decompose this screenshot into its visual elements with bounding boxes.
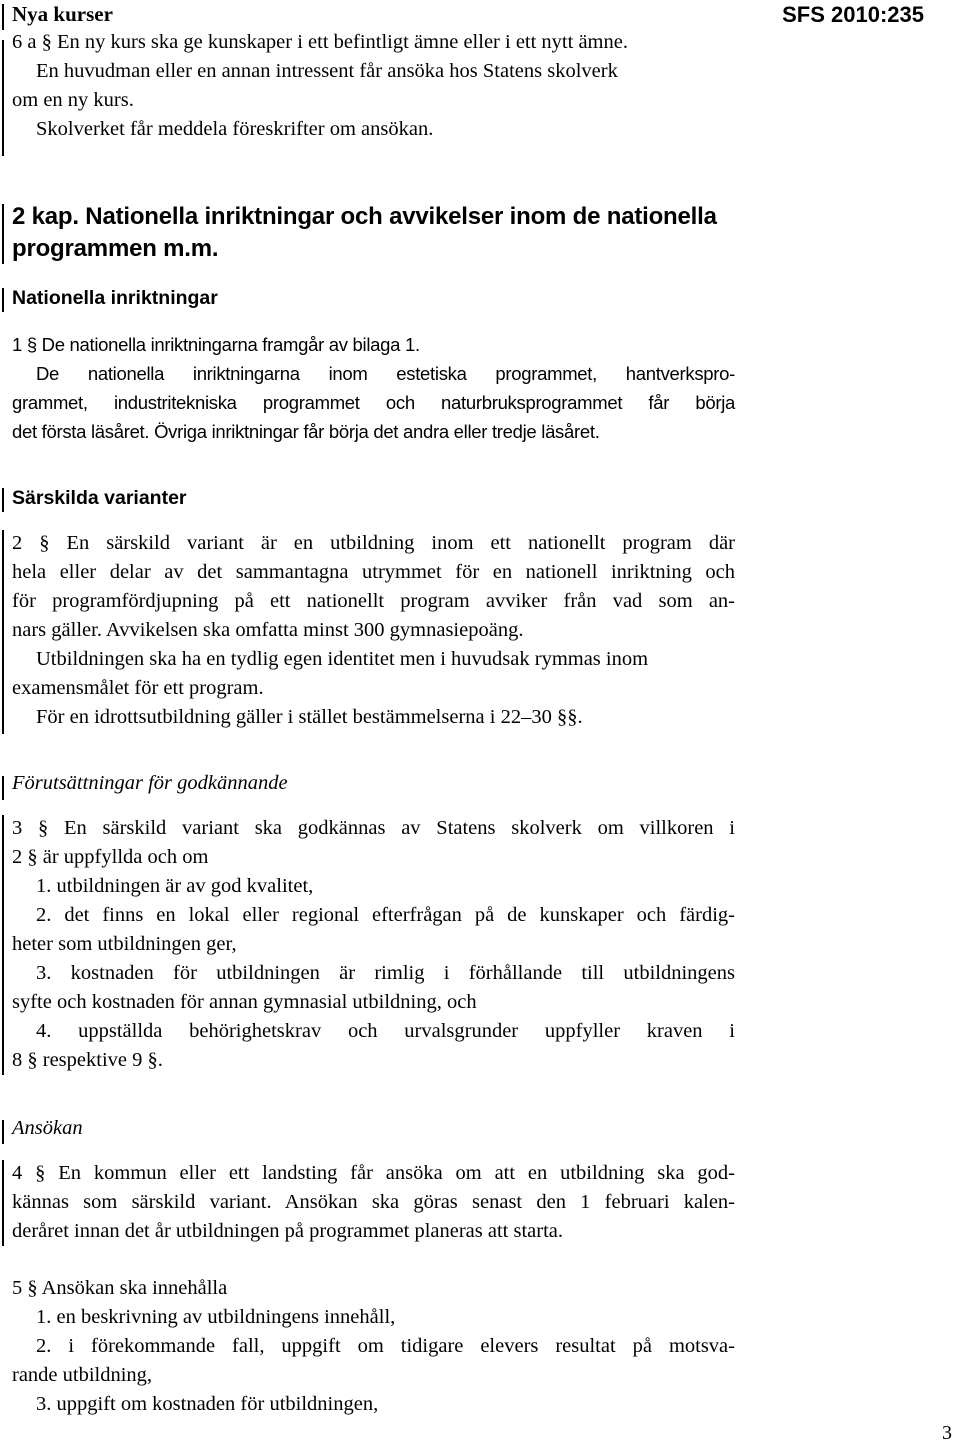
section-heading: Ansökan [12, 1117, 83, 1139]
section-2-line: examensmålet för ett program. [12, 677, 264, 699]
section-1-line: grammet, industritekniska programmet och naturbruksprogrammet får börja [12, 392, 735, 413]
section-5-line: 5 § Ansökan ska innehålla [12, 1277, 228, 1299]
section-1-line: De nationella inriktningarna inom estetiska programmet, hantverkspro- [36, 363, 735, 384]
section-1-line: det första läsåret. Övriga inriktningar får börja det andra eller tredje läsåret. [12, 421, 600, 442]
section-1-line: 1 § De nationella inriktningarna framgår av bilaga 1. [12, 334, 420, 355]
section-4-line: deråret innan det år utbildningen på programmet planeras att starta. [12, 1220, 564, 1242]
chapter-heading: programmen m.m. [12, 235, 219, 262]
section-3-list-item: 8 § respektive 9 §. [12, 1049, 163, 1071]
section-5-list-item: 1. en beskrivning av utbildningens innehåll, [36, 1306, 396, 1328]
section-2-line: för programfördjupning på ett nationellt program avviker från vad som an- [12, 590, 735, 612]
section-4-line: 4 § En kommun eller ett landsting får ansöka om att en utbildning ska god- [12, 1162, 735, 1184]
section-6a-line: Skolverket får meddela föreskrifter om ansökan. [36, 118, 434, 140]
change-bar [2, 288, 4, 312]
change-bar [2, 1160, 4, 1246]
section-2-line: hela eller delar av det sammantagna utrymmet för en nationell inriktning och [12, 561, 735, 583]
section-5-list-item: 2. i förekommande fall, uppgift om tidigare elevers resultat på motsva- [36, 1335, 735, 1357]
change-bar [2, 204, 4, 264]
section-heading: Särskilda varianter [12, 487, 187, 509]
section-3-list-item: syfte och kostnaden för annan gymnasial utbildning, och [12, 991, 477, 1013]
section-4-line: kännas som särskild variant. Ansökan ska göras senast den 1 februari kalen- [12, 1191, 735, 1213]
section-2-line: För en idrottsutbildning gäller i stället bestämmelserna i 22–30 §§. [36, 706, 583, 728]
section-heading: Förutsättningar för godkännande [12, 772, 288, 794]
section-6a-line: En huvudman eller en annan intressent får ansöka hos Statens skolverk [36, 60, 618, 82]
change-bar [2, 776, 4, 800]
section-3-list-item: 4. uppställda behörighetskrav och urvalsgrunder uppfyller kraven i [36, 1020, 735, 1042]
section-2-line: nars gäller. Avvikelsen ska omfatta minst 300 gymnasiepoäng. [12, 619, 524, 641]
section-2-line: 2 § En särskild variant är en utbildning inom ett nationellt program där [12, 532, 735, 554]
section-3-line: 2 § är uppfyllda och om [12, 846, 209, 868]
section-3-list-item: 2. det finns en lokal eller regional efterfrågan på de kunskaper och färdig- [36, 904, 735, 926]
running-header-title: Nya kurser [12, 2, 113, 26]
section-2-line: Utbildningen ska ha en tydlig egen identitet men i huvudsak rymmas inom [36, 648, 649, 670]
section-3-list-item: 1. utbildningen är av god kvalitet, [36, 875, 314, 897]
section-6a-line: om en ny kurs. [12, 89, 134, 111]
sfs-number: SFS 2010:235 [782, 2, 924, 27]
section-3-list-item: 3. kostnaden för utbildningen är rimlig i förhållande till utbildningens [36, 962, 735, 984]
chapter-heading: 2 kap. Nationella inriktningar och avvikelser inom de nationella [12, 203, 717, 230]
page-number: 3 [942, 1422, 952, 1444]
change-bar [2, 40, 4, 156]
change-bar [2, 488, 4, 512]
section-3-list-item: heter som utbildningen ger, [12, 933, 237, 955]
change-bar [2, 4, 4, 30]
section-6a-line: 6 a § En ny kurs ska ge kunskaper i ett befintligt ämne eller i ett nytt ämne. [12, 31, 628, 53]
section-3-line: 3 § En särskild variant ska godkännas av Statens skolverk om villkoren i [12, 817, 735, 839]
change-bar [2, 815, 4, 1075]
section-5-list-item: 3. uppgift om kostnaden för utbildningen, [36, 1393, 379, 1415]
change-bar [2, 1120, 4, 1144]
change-bar [2, 530, 4, 734]
section-heading: Nationella inriktningar [12, 287, 218, 309]
section-5-list-item: rande utbildning, [12, 1364, 153, 1386]
